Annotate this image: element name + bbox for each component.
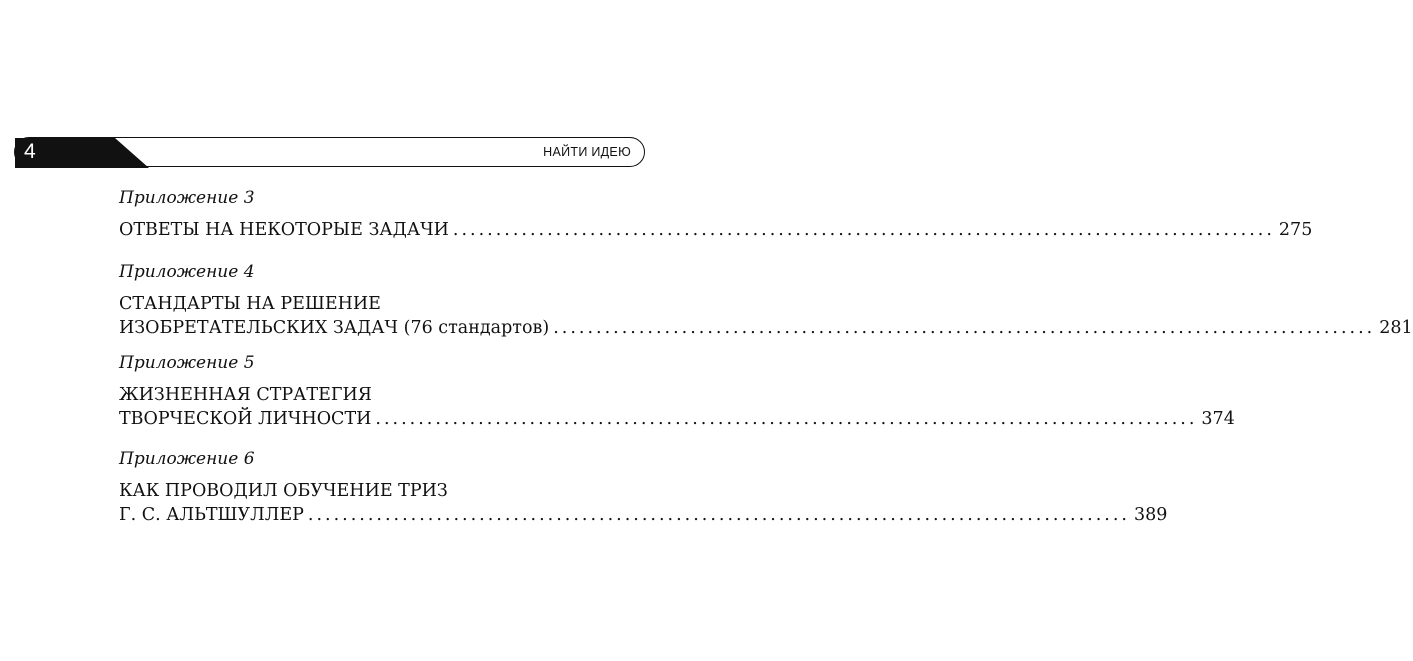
toc-entry-appendix-4 [119, 262, 1413, 340]
toc-title-line: ЖИЗНЕННАЯ СТРАТЕГИЯ [119, 385, 372, 405]
toc-title-line: ТВОРЧЕСКОЙ ЛИЧНОСТИ [119, 409, 372, 429]
toc-page-number: 281 [1379, 318, 1413, 338]
page-number: 4 [24, 140, 36, 163]
appendix-label: Приложение 6 [119, 449, 255, 469]
toc-entry-appendix-6 [119, 449, 1168, 527]
toc-page-number: 389 [1133, 505, 1168, 525]
appendix-label: Приложение 4 [119, 262, 255, 282]
toc-page-number: 275 [1278, 220, 1313, 240]
dot-leader: ................................................................................................ [553, 318, 1376, 338]
toc-entry-appendix-3 [119, 188, 1313, 242]
running-header [14, 137, 645, 167]
toc-title-line: КАК ПРОВОДИЛ ОБУЧЕНИЕ ТРИЗ [119, 481, 448, 501]
toc-title-line: ОТВЕТЫ НА НЕКОТОРЫЕ ЗАДАЧИ [119, 220, 449, 240]
appendix-label: Приложение 5 [119, 353, 255, 373]
toc-line-with-page [119, 503, 1168, 527]
dot-leader: ................................................................................................ [452, 220, 1275, 240]
dot-leader: ................................................................................................ [375, 409, 1198, 429]
appendix-label: Приложение 3 [119, 188, 255, 208]
toc-title-line: Г. С. АЛЬТШУЛЛЕР [119, 505, 304, 525]
toc-line-with-page [119, 218, 1313, 242]
running-title: НАЙТИ ИДЕЮ [543, 145, 631, 159]
toc-title-line: ИЗОБРЕТАТЕЛЬСКИХ ЗАДАЧ (76 стандартов) [119, 318, 550, 338]
toc-title-line: СТАНДАРТЫ НА РЕШЕНИЕ [119, 294, 381, 314]
dot-leader: ................................................................................................ [307, 505, 1130, 525]
toc-entry-appendix-5 [119, 353, 1235, 431]
toc-line-with-page [119, 407, 1235, 431]
toc-line-with-page [119, 316, 1413, 340]
toc-page-number: 374 [1201, 409, 1235, 429]
